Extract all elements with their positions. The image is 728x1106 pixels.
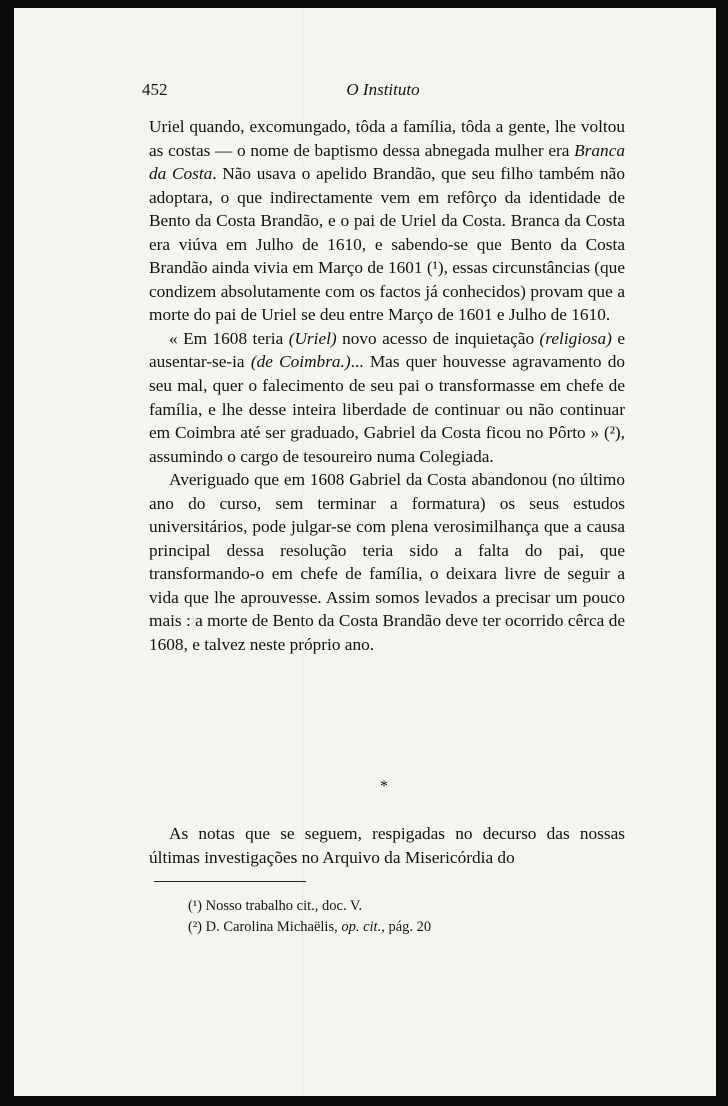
p2-text-c: e ausentar-se-ia bbox=[149, 328, 625, 372]
fn2-text-a: (²) D. Carolina Michaëlis, bbox=[188, 919, 342, 935]
footnote-2 bbox=[188, 917, 608, 938]
running-title: O Instituto bbox=[346, 80, 420, 99]
paragraph-4: As notas que se seguem, respigadas no decurso das nossas últimas investigações no Arquivo da Misericórdia do bbox=[149, 824, 625, 867]
page-number: 452 bbox=[142, 80, 168, 99]
p2-italic-1: (Uriel) bbox=[288, 328, 337, 348]
p2-text-b: novo acesso de inquietação bbox=[336, 328, 540, 348]
p2-text-a: « Em 1608 teria bbox=[169, 328, 289, 348]
p1-text-b: . Não usava o apelido Brandão, que seu filho também não adoptara, o que indirectamente vem em refôrço da identidade de Bento da Costa Brandão, e o pai de Uriel da Costa. Branca da Costa era viúva em Julho de 1610, e sabendo-se que Bento da Costa Brandão ainda vivia em Março de 1601 (¹), essas circunstâncias (que condizem absolutamente com os factos já conhecidos) provam que a morte do pai de Uriel se deu entre Março de 1601 e Julho de 1610. bbox=[149, 164, 625, 325]
p1-text-a: Uriel quando, excomungado, tôda a família, tôda a gente, lhe voltou as costas — o nome de baptismo dessa abnegada mulher era bbox=[149, 117, 625, 160]
fn2-text-b: , pág. 20 bbox=[381, 919, 432, 935]
footnotes bbox=[188, 896, 608, 938]
paragraph-3: Averiguado que em 1608 Gabriel da Costa abandonou (no último ano do curso, sem terminar a formatura) os seus estudos universitários, pode julgar-se com plena verosimilhança que a causa principal dessa resolução teria sido a falta do pai, que transformando-o em chefe de família, o deixara livre de seguir a vida que lhe aprouvesse. Assim somos levados a precisar um pouco mais : a morte de Bento da Costa Brandão deve ter ocorrido cêrca de 1608, e talvez neste próprio ano. bbox=[149, 470, 625, 655]
paragraph-2-quote bbox=[149, 327, 625, 468]
p1-italic: Branca da Costa bbox=[149, 140, 625, 184]
fn2-italic: op. cit. bbox=[341, 919, 382, 935]
footnote-1: (¹) Nosso trabalho cit., doc. V. bbox=[188, 898, 363, 914]
p2-italic-3: (de Coimbra.) bbox=[250, 352, 351, 372]
closing-text bbox=[149, 822, 625, 869]
p2-text-d: ... Mas quer houvesse agravamento do seu mal, quer o falecimento de seu pai o transformasse em chefe de família, e lhe desse inteira liberdade de continuar ou não continuar em Coimbra até ser graduado, Gabriel da Costa ficou no Pôrto » (²), assumindo o cargo de tesoureiro numa Colegiada. bbox=[149, 352, 625, 466]
body-text bbox=[149, 115, 625, 657]
footnote-rule bbox=[154, 881, 306, 882]
p2-italic-2: (religiosa) bbox=[539, 328, 612, 348]
page-header bbox=[142, 80, 624, 108]
section-separator: * bbox=[380, 778, 388, 795]
paragraph-1 bbox=[149, 115, 625, 327]
